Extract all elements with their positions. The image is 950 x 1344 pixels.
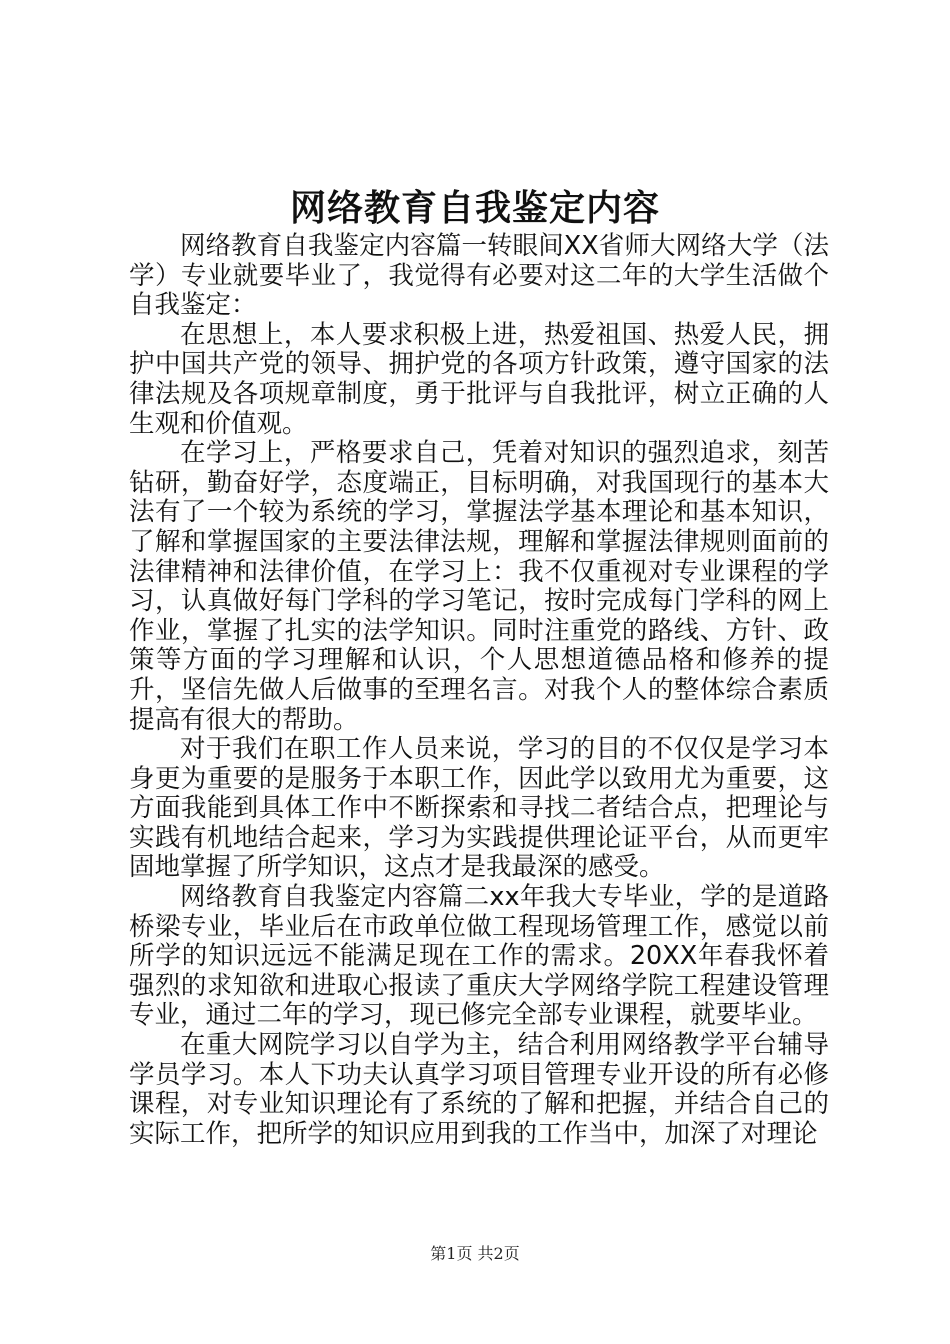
paragraph-2: 在思想上，本人要求积极上进，热爱祖国、热爱人民，拥护中国共产党的领导、拥护党的各项方针政策，遵守国家的法律法规及各项规章制度，勇于批评与自我批评，树立正确的人生观和价值观。 xyxy=(129,319,829,439)
paragraph-6: 在重大网院学习以自学为主，结合利用网络教学平台辅导学员学习。本人下功夫认真学习项目管理专业开设的所有必修课程，对专业知识理论有了系统的了解和把握，并结合自己的实际工作，把所学的知识应用到我的工作当中，加深了对理论 xyxy=(129,1030,829,1149)
paragraph-1: 网络教育自我鉴定内容篇一转眼间XX省师大网络大学（法学）专业就要毕业了，我觉得有必要对这二年的大学生活做个自我鉴定： xyxy=(129,231,829,321)
paragraph-4: 对于我们在职工作人员来说，学习的目的不仅仅是学习本身更为重要的是服务于本职工作，因此学以致用尤为重要，这方面我能到具体工作中不断探索和寻找二者结合点，把理论与实践有机地结合起来，学习为实践提供理论证平台，从而更牢固地掌握了所学知识，这点才是我最深的感受。 xyxy=(129,734,829,883)
document-body xyxy=(129,232,829,1149)
page-number-footer: 第1页 共2页 xyxy=(430,1244,520,1263)
paragraph-3: 在学习上，严格要求自己，凭着对知识的强烈追求，刻苦钻研，勤奋好学，态度端正，目标明确，对我国现行的基本大法有了一个较为系统的学习，掌握法学基本理论和基本知识，了解和掌握国家的主要法律法规，理解和掌握法律规则面前的法律精神和法律价值，在学习上：我不仅重视对专业课程的学习，认真做好每门学科的学习笔记，按时完成每门学科的网上作业，掌握了扎实的法学知识。同时注重党的路线、方针、政策等方面的学习理解和认识，个人思想道德品格和修养的提升，坚信先做人后做事的至理名言。对我个人的整体综合素质提高有很大的帮助。 xyxy=(129,438,829,735)
paragraph-5: 网络教育自我鉴定内容篇二xx年我大专毕业，学的是道路桥梁专业，毕业后在市政单位做工程现场管理工作，感觉以前所学的知识远远不能满足现在工作的需求。20XX年春我怀着强烈的求知欲和进取心报读了重庆大学网络学院工程建设管理专业，通过二年的学习，现已修完全部专业课程，就要毕业。 xyxy=(129,882,829,1031)
document-title: 网络教育自我鉴定内容 xyxy=(289,187,660,229)
